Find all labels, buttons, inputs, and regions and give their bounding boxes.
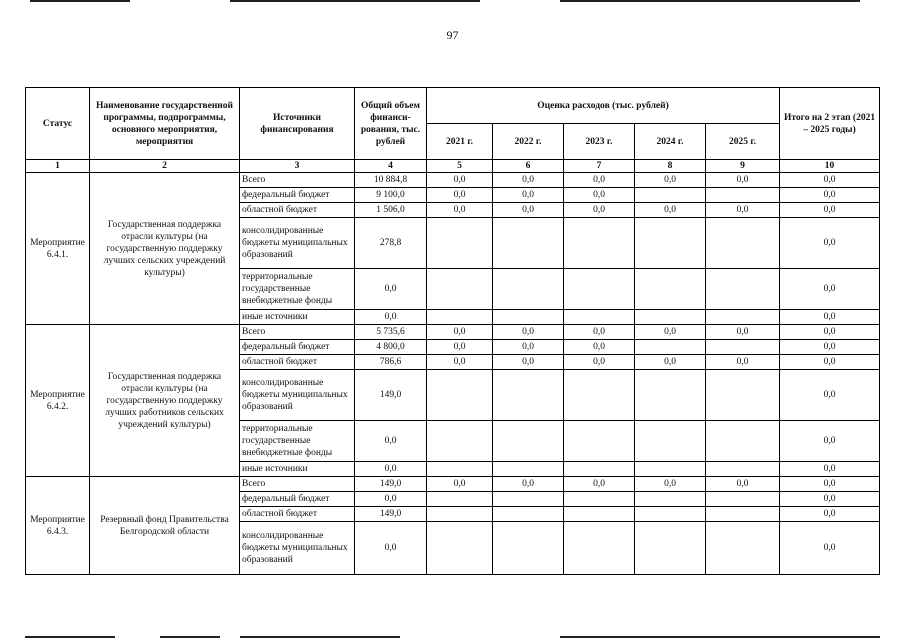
stage-total-cell: 0,0	[780, 522, 880, 575]
year-cell	[493, 462, 564, 477]
year-cell: 0,0	[635, 355, 706, 370]
header-sources: Источники финансирования	[240, 88, 355, 160]
scan-edge-line	[160, 636, 220, 638]
header-year: 2024 г.	[635, 124, 706, 160]
total-cell: 0,0	[355, 522, 427, 575]
year-cell: 0,0	[706, 173, 780, 188]
year-cell: 0,0	[635, 203, 706, 218]
year-cell	[635, 218, 706, 269]
year-cell	[706, 370, 780, 421]
year-cell: 0,0	[706, 325, 780, 340]
total-cell: 9 100,0	[355, 188, 427, 203]
year-cell	[706, 492, 780, 507]
year-cell	[493, 522, 564, 575]
header-year: 2025 г.	[706, 124, 780, 160]
year-cell	[706, 310, 780, 325]
header-name: Наименование государственной программы, подпрограммы, основного мероприятия, мероприятия	[90, 88, 240, 160]
year-cell	[635, 310, 706, 325]
year-cell: 0,0	[427, 188, 493, 203]
header-year: 2022 г.	[493, 124, 564, 160]
source-cell: Всего	[240, 173, 355, 188]
column-number: 5	[427, 160, 493, 173]
year-cell	[635, 492, 706, 507]
year-cell: 0,0	[493, 340, 564, 355]
year-cell	[564, 522, 635, 575]
year-cell	[493, 218, 564, 269]
column-number: 1	[26, 160, 90, 173]
stage-total-cell: 0,0	[780, 173, 880, 188]
page-number: 97	[446, 28, 459, 42]
source-cell: федеральный бюджет	[240, 492, 355, 507]
year-cell	[493, 492, 564, 507]
year-cell	[635, 188, 706, 203]
year-cell: 0,0	[706, 203, 780, 218]
year-cell	[635, 421, 706, 462]
year-cell	[706, 507, 780, 522]
stage-total-cell: 0,0	[780, 421, 880, 462]
year-cell	[427, 269, 493, 310]
source-cell: территориальные государственные внебюджетные фонды	[240, 421, 355, 462]
scan-edge-line	[230, 0, 480, 2]
stage-total-cell: 0,0	[780, 188, 880, 203]
header-year: 2023 г.	[564, 124, 635, 160]
source-cell: областной бюджет	[240, 507, 355, 522]
scan-edge-line	[25, 636, 115, 638]
year-cell: 0,0	[635, 477, 706, 492]
source-cell: территориальные государственные внебюджетные фонды	[240, 269, 355, 310]
total-cell: 0,0	[355, 269, 427, 310]
year-cell	[635, 370, 706, 421]
year-cell	[427, 218, 493, 269]
stage-total-cell: 0,0	[780, 340, 880, 355]
scan-edge-line	[240, 636, 400, 638]
year-cell	[427, 421, 493, 462]
year-cell	[564, 269, 635, 310]
total-cell: 5 735,6	[355, 325, 427, 340]
source-cell: иные источники	[240, 310, 355, 325]
header-status: Статус	[26, 88, 90, 160]
year-cell: 0,0	[564, 203, 635, 218]
total-cell: 786,6	[355, 355, 427, 370]
year-cell	[493, 370, 564, 421]
year-cell	[706, 188, 780, 203]
stage-total-cell: 0,0	[780, 370, 880, 421]
year-cell: 0,0	[564, 173, 635, 188]
year-cell	[427, 507, 493, 522]
table-row	[26, 477, 880, 492]
year-cell: 0,0	[493, 355, 564, 370]
year-cell: 0,0	[493, 325, 564, 340]
stage-total-cell: 0,0	[780, 203, 880, 218]
year-cell	[635, 507, 706, 522]
year-cell: 0,0	[564, 477, 635, 492]
total-cell: 278,8	[355, 218, 427, 269]
source-cell: областной бюджет	[240, 355, 355, 370]
year-cell: 0,0	[493, 188, 564, 203]
year-cell	[564, 462, 635, 477]
source-cell: консолидированные бюджеты муниципальных образований	[240, 522, 355, 575]
year-cell	[706, 218, 780, 269]
total-cell: 1 506,0	[355, 203, 427, 218]
year-cell	[706, 522, 780, 575]
year-cell	[635, 269, 706, 310]
source-cell: федеральный бюджет	[240, 188, 355, 203]
year-cell: 0,0	[564, 355, 635, 370]
year-cell: 0,0	[493, 477, 564, 492]
total-cell: 0,0	[355, 421, 427, 462]
stage-total-cell: 0,0	[780, 477, 880, 492]
year-cell	[427, 522, 493, 575]
source-cell: иные источники	[240, 462, 355, 477]
measure-name-cell: Государственная поддержка отрасли культуры (на государственную поддержку лучших работников сельских учреждений культуры)	[90, 325, 240, 477]
table-row	[26, 325, 880, 340]
year-cell	[427, 462, 493, 477]
year-cell: 0,0	[564, 188, 635, 203]
scan-edge-line	[560, 0, 860, 2]
column-number-row	[26, 160, 880, 173]
header-stage-total: Итого на 2 этап (2021 – 2025 годы)	[780, 88, 880, 160]
header-total-volume: Общий объем финанси-рования, тыс. рублей	[355, 88, 427, 160]
year-cell	[564, 370, 635, 421]
stage-total-cell: 0,0	[780, 325, 880, 340]
source-cell: консолидированные бюджеты муниципальных образований	[240, 218, 355, 269]
year-cell	[564, 421, 635, 462]
total-cell: 149,0	[355, 477, 427, 492]
header-year: 2021 г.	[427, 124, 493, 160]
year-cell: 0,0	[427, 355, 493, 370]
column-number: 7	[564, 160, 635, 173]
column-number: 9	[706, 160, 780, 173]
year-cell: 0,0	[635, 173, 706, 188]
scan-edge-line	[560, 636, 880, 638]
stage-total-cell: 0,0	[780, 269, 880, 310]
year-cell: 0,0	[564, 325, 635, 340]
source-cell: Всего	[240, 325, 355, 340]
year-cell	[706, 340, 780, 355]
year-cell: 0,0	[427, 325, 493, 340]
source-cell: федеральный бюджет	[240, 340, 355, 355]
year-cell	[493, 507, 564, 522]
column-number: 2	[90, 160, 240, 173]
header-estimate: Оценка расходов (тыс. рублей)	[427, 88, 780, 124]
total-cell: 149,0	[355, 507, 427, 522]
year-cell: 0,0	[427, 477, 493, 492]
year-cell: 0,0	[564, 340, 635, 355]
stage-total-cell: 0,0	[780, 507, 880, 522]
year-cell	[493, 310, 564, 325]
column-number: 8	[635, 160, 706, 173]
stage-total-cell: 0,0	[780, 492, 880, 507]
status-cell: Мероприятие 6.4.1.	[26, 173, 90, 325]
year-cell	[706, 421, 780, 462]
year-cell: 0,0	[427, 203, 493, 218]
measure-name-cell: Резервный фонд Правительства Белгородской области	[90, 477, 240, 575]
year-cell: 0,0	[493, 203, 564, 218]
year-cell: 0,0	[427, 340, 493, 355]
total-cell: 0,0	[355, 492, 427, 507]
year-cell	[635, 522, 706, 575]
year-cell: 0,0	[427, 173, 493, 188]
year-cell	[706, 269, 780, 310]
status-cell: Мероприятие 6.4.2.	[26, 325, 90, 477]
column-number: 4	[355, 160, 427, 173]
table-row	[26, 173, 880, 188]
total-cell: 0,0	[355, 310, 427, 325]
column-number: 6	[493, 160, 564, 173]
year-cell: 0,0	[493, 173, 564, 188]
source-cell: консолидированные бюджеты муниципальных образований	[240, 370, 355, 421]
year-cell: 0,0	[635, 325, 706, 340]
stage-total-cell: 0,0	[780, 355, 880, 370]
scan-edge-line	[30, 0, 130, 2]
year-cell	[427, 492, 493, 507]
total-cell: 149,0	[355, 370, 427, 421]
status-cell: Мероприятие 6.4.3.	[26, 477, 90, 575]
total-cell: 10 884,8	[355, 173, 427, 188]
stage-total-cell: 0,0	[780, 310, 880, 325]
year-cell	[564, 507, 635, 522]
measure-name-cell: Государственная поддержка отрасли культуры (на государственную поддержку лучших сельских учреждений культуры)	[90, 173, 240, 325]
year-cell	[427, 370, 493, 421]
total-cell: 0,0	[355, 462, 427, 477]
year-cell	[427, 310, 493, 325]
year-cell	[706, 462, 780, 477]
year-cell: 0,0	[706, 477, 780, 492]
year-cell	[635, 462, 706, 477]
column-number: 3	[240, 160, 355, 173]
year-cell	[564, 492, 635, 507]
source-cell: Всего	[240, 477, 355, 492]
budget-table	[25, 87, 880, 575]
year-cell	[493, 421, 564, 462]
year-cell	[564, 310, 635, 325]
year-cell	[635, 340, 706, 355]
year-cell: 0,0	[706, 355, 780, 370]
year-cell	[493, 269, 564, 310]
year-cell	[564, 218, 635, 269]
total-cell: 4 800,0	[355, 340, 427, 355]
stage-total-cell: 0,0	[780, 218, 880, 269]
stage-total-cell: 0,0	[780, 462, 880, 477]
column-number: 10	[780, 160, 880, 173]
source-cell: областной бюджет	[240, 203, 355, 218]
